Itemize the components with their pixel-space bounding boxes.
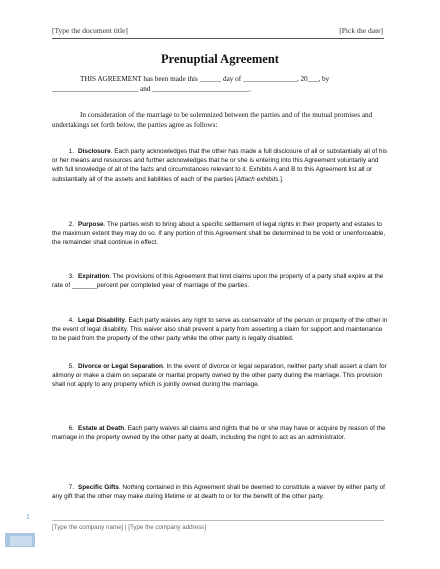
clause-purpose	[52, 220, 388, 248]
clause-disclosure	[52, 147, 388, 184]
clause-tail: ].	[280, 175, 284, 183]
clause-number: 2.	[68, 221, 74, 228]
header-divider	[52, 38, 384, 39]
intro-consideration: In consideration of the marriage to be solemnized between the parties and of the mutual promises and undertakings set forth below, the parties agree as follows:	[52, 111, 373, 129]
clause-heading: Purpose	[78, 221, 104, 228]
page-corner-tab-inner	[10, 536, 32, 546]
clause-body: . Each party waives all claims and rights that he or she may have or acquire by reason of the marriage in the property owned by the other party at death, including the right to act as an administrator.	[52, 425, 386, 442]
clause-heading: Divorce or Legal Separation	[78, 363, 163, 370]
clause-specific-gifts	[52, 483, 388, 501]
clause-number: 4.	[68, 317, 74, 324]
document-title-placeholder[interactable]: [Type the document title]	[52, 26, 128, 35]
clause-legal-disability	[52, 316, 388, 344]
clause-heading: Legal Disability	[78, 317, 125, 324]
footer-company-placeholder[interactable]: [Type the company name] | [Type the company address]	[52, 524, 206, 531]
page-number: 1	[26, 514, 30, 521]
page-title: Prenuptial Agreement	[161, 52, 279, 66]
date-placeholder[interactable]: [Pick the date]	[339, 26, 383, 35]
clause-number: 6.	[68, 425, 74, 432]
clause-heading: Disclosure	[78, 148, 111, 155]
clause-estate-at-death	[52, 424, 388, 442]
clause-body: . Nothing contained in this Agreement shall be deemed to constitute a waiver by either party of any gift that the other may make during lifetime or at death to or for the benefit of the other party.	[52, 484, 385, 501]
clause-body: . In the event of divorce or legal separation, neither party shall assert a clam for alimony or make a claim on separate or marital property owned by the other party during the marriage. This provision shall not apply to any property which is jointly owned during the marriage.	[52, 363, 387, 389]
clause-body: . Each party acknowledges that the other has made a full disclosure of all or substantially all of his or her means and resources and further acknowledges that he or she is entering into this Agreement voluntarily and with full knowledge of all of the facts and circumstances relevant to it. Exhibits A and B to this Agreement list all or substantially all of the assets and liabilities of each of the parties [	[52, 148, 388, 183]
clause-expiration	[52, 272, 388, 290]
clause-body: . The provisions of this Agreement that limit claims upon the property of a party shall expire at the rate of _______percent per completed year of marriage of the parties.	[52, 273, 384, 290]
clause-number: 3.	[68, 273, 74, 280]
clause-heading: Expiration	[78, 273, 110, 280]
exhibit-placeholder[interactable]: Attach exhibits.	[236, 175, 281, 183]
intro-line-1: THIS AGREEMENT has been made this ______ day of _______________, 20___, by	[80, 75, 330, 83]
clause-number: 7.	[68, 484, 74, 491]
clause-body: . Each party waives any right to serve as conservator of the person or property of the other in the event of legal disability. This waiver also shall prevent a party from asserting a claim for support and maintenance to be paid from the property of the other party while the other party is legally disabled.	[52, 317, 388, 343]
clause-divorce	[52, 362, 388, 390]
clause-body: . The parties wish to bring about a specific settlement of legal rights in their property and estates to the maximum extent they may do so. If any portion of this Agreement shall be determined to be void or unenforceable, the remainder shall continue in effect.	[52, 221, 386, 247]
clause-number: 5.	[68, 363, 74, 370]
clause-heading: Specific Gifts	[78, 484, 119, 491]
clause-heading: Estate at Death	[78, 425, 125, 432]
intro-line-2: ________________________ and ___________________________.	[52, 85, 252, 93]
clause-number: 1.	[68, 148, 74, 155]
footer-divider	[52, 520, 384, 521]
